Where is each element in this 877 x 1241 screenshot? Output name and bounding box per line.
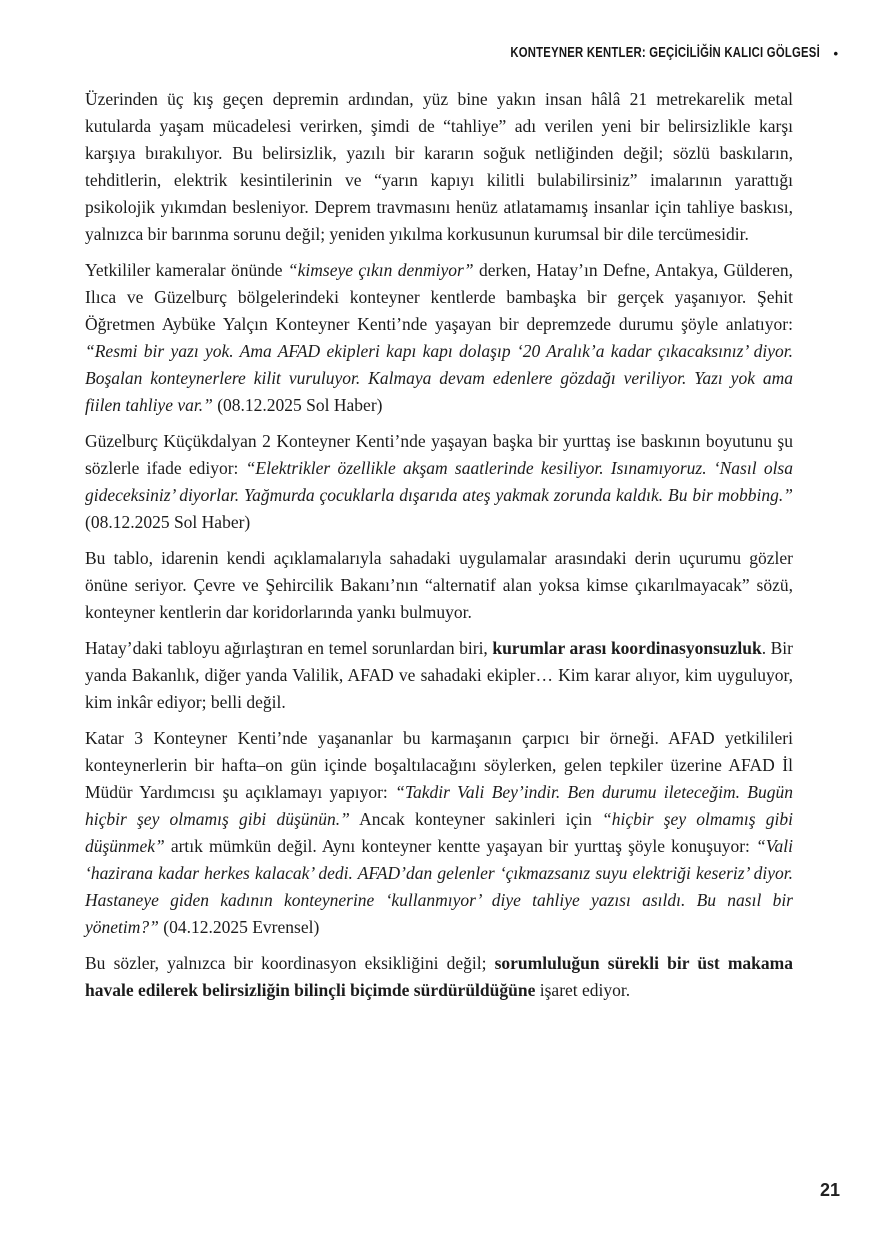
paragraph [85,257,793,419]
text-run: “Elektrikler özellikle akşam saatlerinde kesiliyor. Isınamıyoruz. ‘Nasıl olsa gideceksiniz’ diyorlar. Yağmurda çocuklarla dışarıda ateş yakmak zorunda kaldık. Bu bir mobbing.” [85,458,793,505]
text-run: “Vali ‘hazirana kadar herkes kalacak’ dedi. AFAD’dan gelenler ‘çıkmazsanız suyu elektriği keseriz’ diyor. Hastaneye giden kadının konteynerine ‘kullanmıyor’ diye tahliye yazısı asıldı. Bu nasıl bir yönetim?” [85,836,793,937]
text-run: Üzerinden üç kış geçen depremin ardından, yüz bine yakın insan hâlâ 21 metrekarelik metal kutularda yaşam mücadelesi verirken, şimdi de “tahliye” adı verilen yeni bir belirsizlikle karşı karşıya bırakılıyor. Bu belirsizlik, yazılı bir kararın soğuk netliğinden değil; sözlü baskıların, tehditlerin, elektrik kesintilerinin ve “yarın kapıyı kilitli bulabilirsiniz” imalarının yarattığı psikolojik yıkımdan besleniyor. Deprem travmasını henüz atlatamamış insanlar için tahliye baskısı, yalnızca bir barınma sorunu değil; yeniden yıkılma korkusunun kurumsal bir dile tercümesidir. [85,89,793,244]
text-run: sorumluluğun sürekli bir üst makama havale edilerek belirsizliğin bilinçli biçimde sürdürüldüğüne [85,953,793,1000]
text-run: “Resmi bir yazı yok. Ama AFAD ekipleri kapı kapı dolaşıp ‘20 Aralık’a kadar çıkacaksınız’ diyor. Boşalan konteynerlere kilit vuruluyor. Kalmaya devam edenlere gözdağı veriliyor. Yazı yok ama fiilen tahliye var.” [85,341,793,415]
text-run: artık mümkün değil. Aynı konteyner kentte yaşayan bir yurttaş şöyle konuşuyor: [164,836,757,856]
text-run: Ancak konteyner sakinleri için [349,809,603,829]
article [85,86,793,1013]
text-run: Bu tablo, idarenin kendi açıklamalarıyla sahadaki uygulamalar arasındaki derin uçurumu gözler önüne seriyor. Çevre ve Şehircilik Bakanı’nın “alternatif alan yoksa kimse çıkarılmayacak” sözü, konteyner kentlerin dar koridorlarında yankı bulmuyor. [85,548,793,622]
text-run: kurumlar arası koordinasyonsuzluk [492,638,762,658]
paragraph [85,545,793,626]
text-run: Güzelburç Küçükdalyan 2 Konteyner Kenti’nde yaşayan başka bir yurttaş ise baskının boyutunu şu sözlerle ifade ediyor: [85,431,793,478]
paragraph [85,950,793,1004]
text-run: (08.12.2025 Sol Haber) [85,512,251,532]
text-run: Bu sözler, yalnızca bir koordinasyon eksikliğini değil; [85,953,495,973]
paragraph [85,725,793,941]
text-run: (08.12.2025 Sol Haber) [212,395,383,415]
paragraph [85,86,793,248]
text-run: . Bir yanda Bakanlık, diğer yanda Valilik, AFAD ve sahadaki ekipler… Kim karar alıyor, kim uyguluyor, kim inkâr ediyor; belli değil. [85,638,793,712]
header-bullet-icon: • [833,45,838,61]
text-run: işaret ediyor. [535,980,631,1000]
text-run: Katar 3 Konteyner Kenti’nde yaşananlar bu karmaşanın çarpıcı bir örneği. AFAD yetkilileri konteynerlerin bir hafta–on gün içinde boşaltılacağını söylerken, gelen tepkiler üzerine AFAD İl Müdür Yardımcısı şu açıklamayı yapıyor: [85,728,793,802]
running-header-title: KONTEYNER KENTLER: GEÇİCİLİĞİN KALICI GÖLGESİ [510,45,821,61]
text-run: (04.12.2025 Evrensel) [158,917,320,937]
running-header [85,45,838,61]
paragraph [85,428,793,536]
page-number: 21 [819,1180,840,1200]
text-run: “hiçbir şey olmamış gibi düşünmek” [85,809,793,856]
text-run: “kimseye çıkın denmiyor” [287,260,474,280]
paragraph [85,635,793,716]
text-run: derken, Hatay’ın Defne, Antakya, Gülderen, Ilıca ve Güzelburç bölgelerindeki konteyner kentlerde bambaşka bir gerçek yaşanıyor. Şehit Öğretmen Aybüke Yalçın Konteyner Kenti’nde yaşayan bir depremzede durumu şöyle anlatıyor: [85,260,793,334]
text-run: Hatay’daki tabloyu ağırlaştıran en temel sorunlardan biri, [85,638,493,658]
text-run: Yetkililer kameralar önünde [85,260,288,280]
text-run: “Takdir Vali Bey’indir. Ben durumu ileteceğim. Bugün hiçbir şey olmamış gibi düşünün.” [85,782,793,829]
